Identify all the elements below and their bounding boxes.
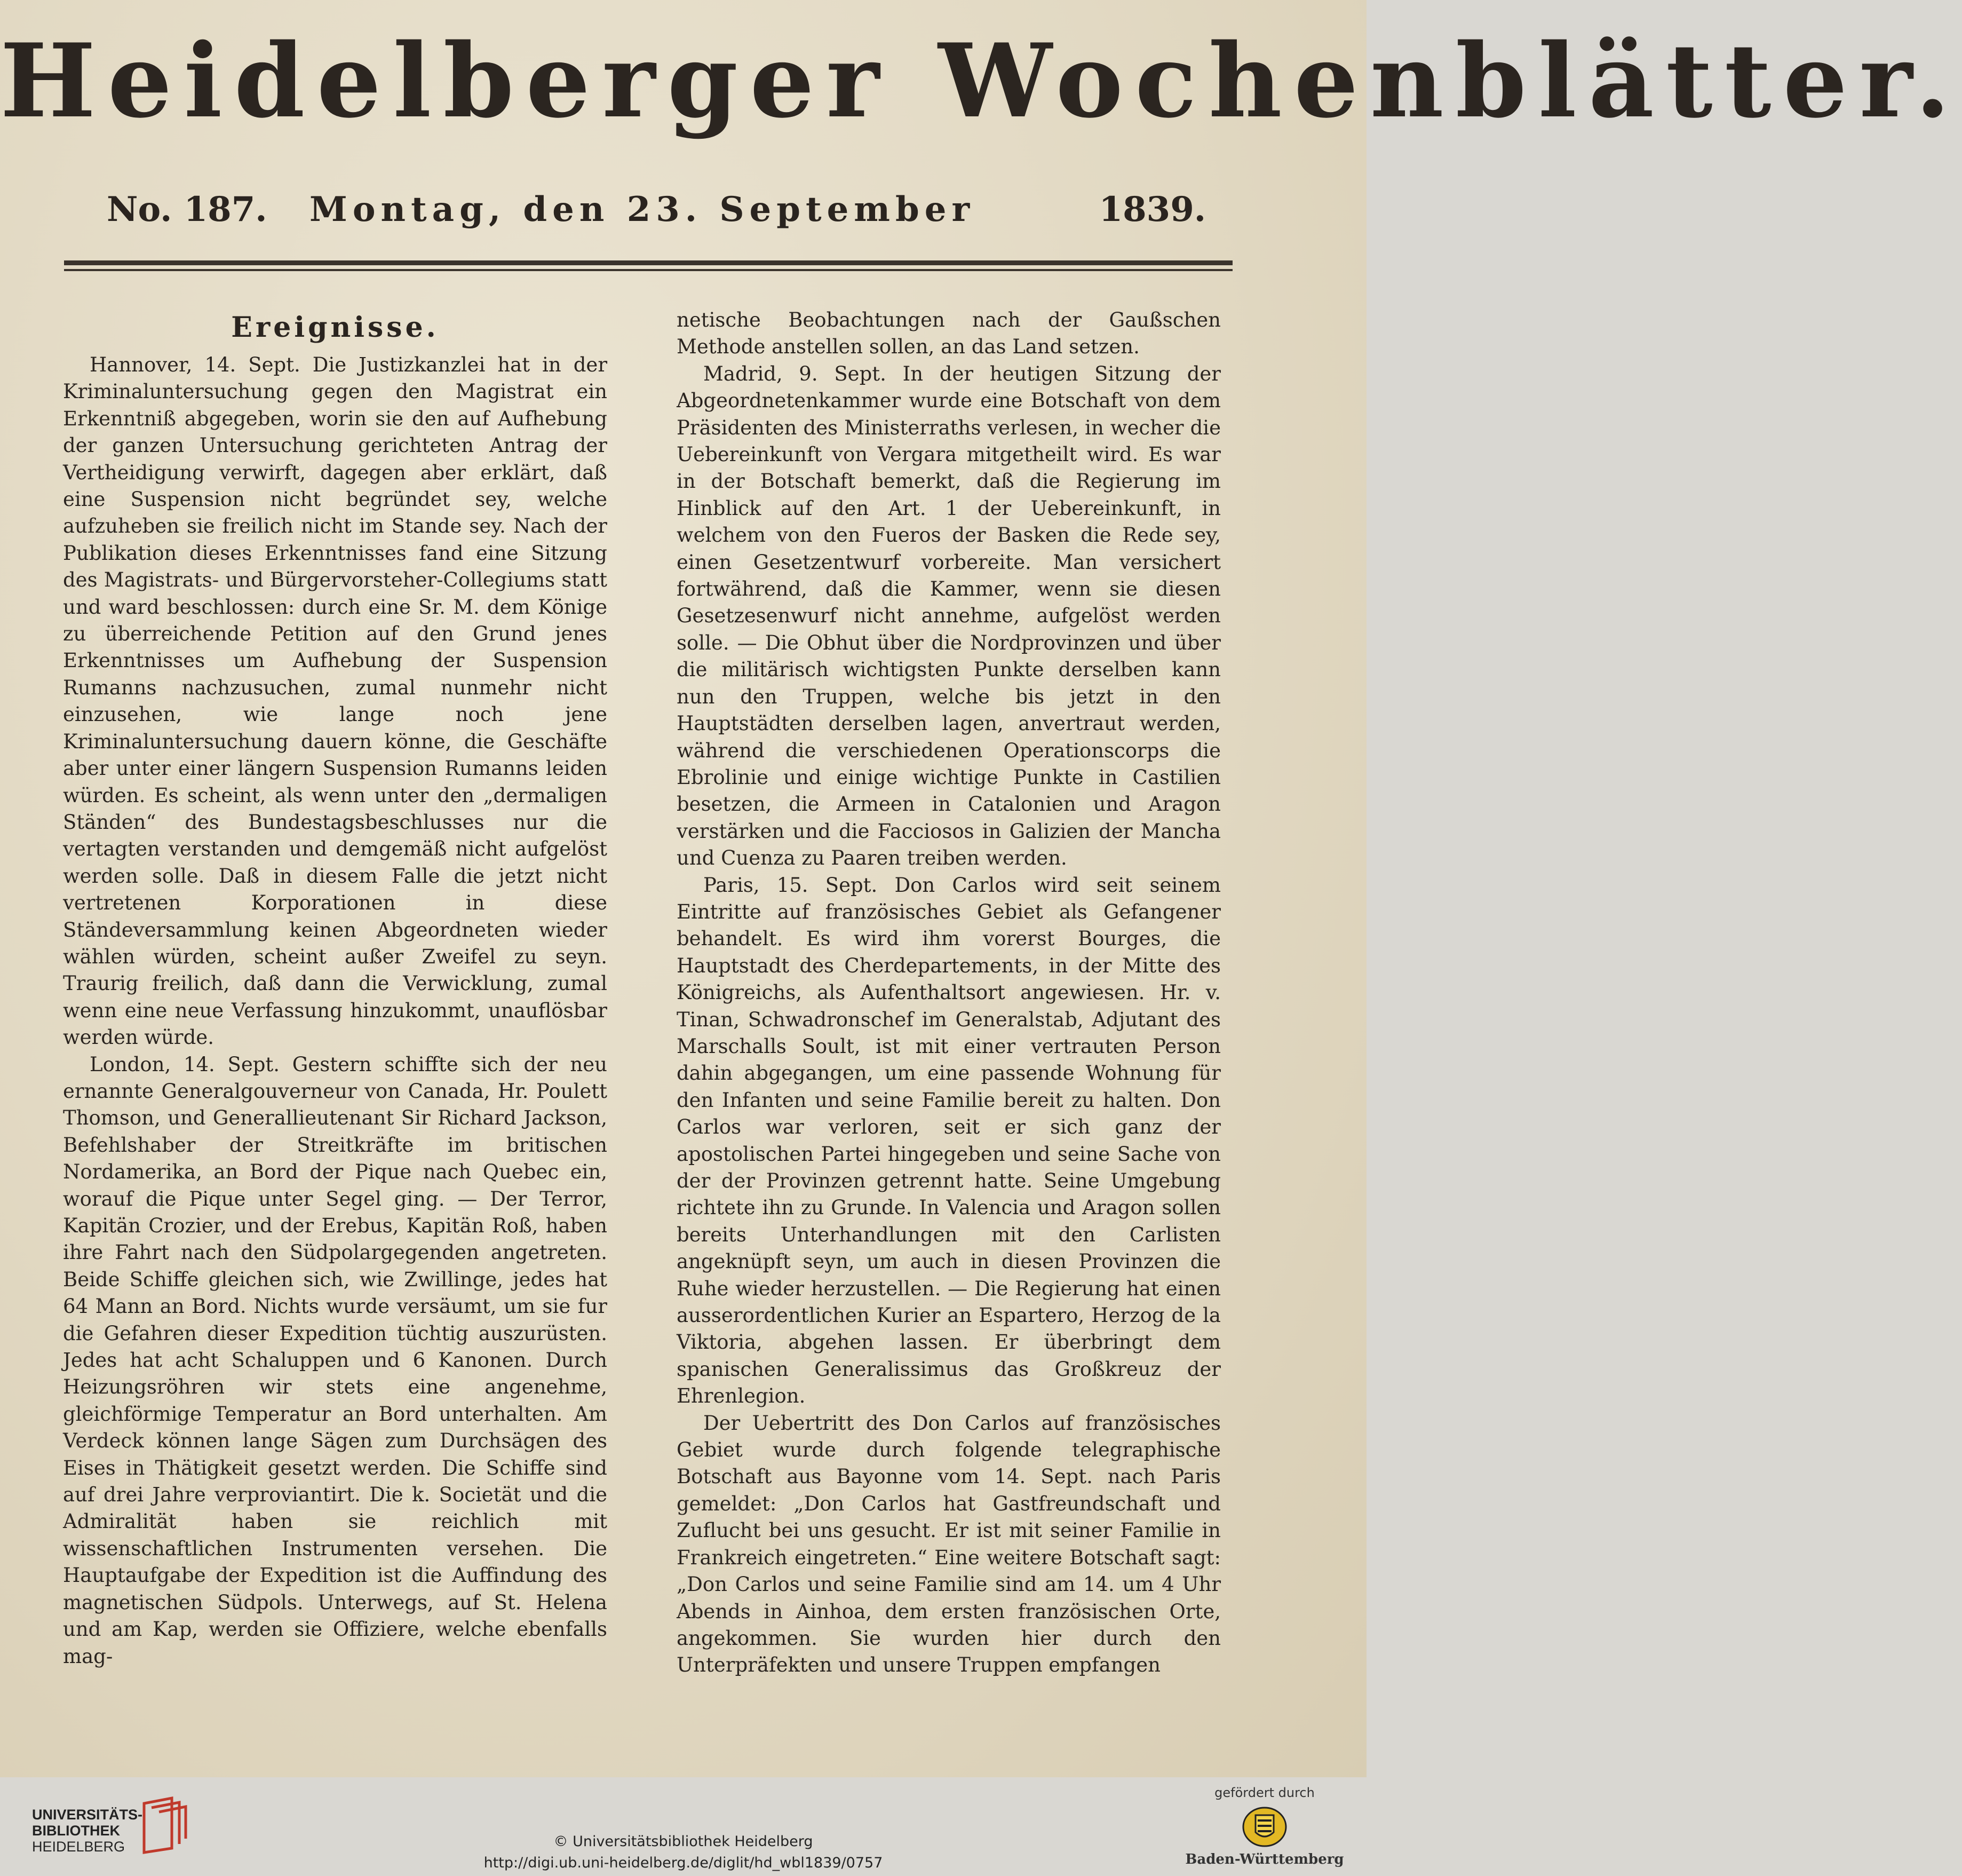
article-london-continued: netische Beobachtungen nach der Gaußschen Methode anstellen sollen, an das Land setzen.: [677, 308, 1221, 359]
header-rule-thick: [64, 260, 1233, 265]
library-name-line1: UNIVERSITÄTS-: [32, 1807, 143, 1823]
dateline: [101, 184, 1206, 243]
section-heading: Ereignisse.: [231, 311, 439, 344]
library-name-line3: HEIDELBERG: [32, 1839, 125, 1855]
article-madrid: Madrid, 9. Sept. In der heutigen Sitzung der Abgeordnetenkammer wurde eine Botschaft von dem Präsidenten des Ministerraths verlesen, in wecher die Uebereinkunft von Vergara mitgetheilt wird. Es war in der Botschaft bemerkt, daß die Regierung im Hinblick auf den Art. 1 der Uebereinkunft, in welchem von den Fueros der Basken die Rede sey, einen Gesetzentwurf vorbereite. Man versichert fortwährend, daß die Kammer, wenn sie diesen Gesetzesenwurf nicht annehme, aufgelöst werden solle. — Die Obhut über die Nordprovinzen und über die militärisch wichtigsten Punkte derselben kann nun den Truppen, welche bis jetzt in den Hauptstädten derselben lagen, anvertraut werden, während die verschiedenen Operationscorps die Ebrolinie und einige wichtige Punkte in Castilien besetzen, die Armeen in Catalonien und Aragon verstärken und die Facciosos in Galizien der Mancha und Cuenza zu Paaren treiben werden.: [677, 362, 1221, 870]
state-name: Baden-Württemberg: [1185, 1851, 1344, 1867]
library-name-line2: BIBLIOTHEK: [32, 1823, 120, 1839]
copyright-text: © Universitätsbibliothek Heidelberg: [553, 1833, 813, 1850]
issue-year: 1839.: [1099, 189, 1206, 229]
article-hannover: Hannover, 14. Sept. Die Justizkanzlei hat in der Kriminaluntersuchung gegen den Magistrat ein Erkenntniß abgegeben, worin sie den auf Aufhebung der ganzen Untersuchung gerichteten Antrag der Vertheidigung verwirft, dagegen aber erklärt, daß eine Suspension nicht begründet sey, welche aufzuheben sie freilich nicht im Stande sey. Nach der Publikation dieses Erkenntnisses fand eine Sitzung des Magistrats- und Bürgervorsteher-Collegiums statt und ward beschlossen: durch eine Sr. M. dem Könige zu überreichende Petition auf den Grund jenes Erkenntnisses um Aufhebung der Suspension Rumanns nachzusuchen, zumal nunmehr nicht einzusehen, wie lange noch jene Kriminaluntersuchung dauern könne, die Geschäfte aber unter einer längern Suspension Rumanns leiden würden. Es scheint, als wenn unter den „dermaligen Ständen“ des Bundestagsbeschlusses nur die vertagten verstanden und demgemäß nicht aufgelöst werden solle. Daß in diesem Falle die jetzt nicht vertretenen Korporationen in diese Ständeversammlung keinen Abgeordneten wieder wählen würden, scheint außer Zweifel zu seyn. Traurig freilich, daß dann die Verwicklung, zumal wenn eine neue Verfassung hinzukommt, unauflösbar werden würde.: [63, 353, 607, 1049]
left-column: [63, 307, 607, 1711]
article-london: London, 14. Sept. Gestern schiffte sich der neu ernannte Generalgouverneur von Canada, Hr. Poulett Thomson, und Generallieutenant Sir Richard Jackson, Befehlshaber der Streitkräfte im britischen Nordamerika, an Bord der Pique nach Quebec ein, worauf die Pique unter Segel ging. — Der Terror, Kapitän Crozier, und der Erebus, Kapitän Roß, haben ihre Fahrt nach den Südpolargegenden angetreten. Beide Schiffe gleichen sich, wie Zwillinge, jedes hat 64 Mann an Bord. Nichts wurde versäumt, um sie fur die Gefahren dieser Expedition tüchtig auszurüsten. Jedes hat acht Schaluppen und 6 Kanonen. Durch Heizungsröhren wir stets eine angenehme, gleichförmige Temperatur an Bord unterhalten. Am Verdeck können lange Sägen zum Durchsägen des Eises in Thätigkeit gesetzt werden. Die Schiffe sind auf drei Jahre verproviantirt. Die k. Societät und die Admiralität haben sie reichlich mit wissenschaftlichen Instrumenten versehen. Die Hauptaufgabe der Expedition ist die Auffindung des magnetischen Südpols. Unterwegs, auf St. Helena und am Kap, werden sie Offiziere, welche ebenfalls mag-: [63, 1052, 607, 1668]
funded-by-label: gefördert durch: [1214, 1785, 1315, 1800]
state-crest-icon: [1241, 1806, 1289, 1848]
article-paris: Paris, 15. Sept. Don Carlos wird seit seinem Eintritte auf französisches Gebiet als Gefangener behandelt. Es wird ihm vorerst Bourges, die Hauptstadt des Cherdepartements, in der Mitte des Königreichs, als Aufenthaltsort angewiesen. Hr. v. Tinan, Schwadronschef im Generalstab, Adjutant des Marschalls Soult, ist mit einer vertrauten Person dahin abgegangen, um eine passende Wohnung für den Infanten und seine Familie bereit zu halten. Don Carlos war verloren, seit er sich ganz der apostolischen Partei hingegeben und seine Sache von der der Provinzen getrennt hatte. Seine Umgebung richtete ihn zu Grunde. In Valencia und Aragon sollen bereits Unterhandlungen mit den Carlisten angeknüpft seyn, um auch in diesen Provinzen die Ruhe wieder herzustellen. — Die Regierung hat einen ausserordentlichen Kurier an Espartero, Herzog de la Viktoria, abgehen lassen. Er überbringt dem spanischen Generalissimus das Großkreuz der Ehrenlegion.: [677, 873, 1221, 1408]
masthead-title: Heidelberger Wochenblätter.: [0, 21, 1962, 140]
right-column: [677, 307, 1221, 1711]
funder-block: [1179, 1785, 1350, 1867]
issue-number: No. 187.: [107, 189, 267, 229]
header-rule-thin: [64, 269, 1233, 271]
issue-date: Montag, den 23. September: [309, 189, 975, 229]
article-don-carlos: Der Uebertritt des Don Carlos auf französisches Gebiet wurde durch folgende telegraphische Botschaft aus Bayonne vom 14. Sept. nach Paris gemeldet: „Don Carlos hat Gastfreundschaft und Zuflucht bei uns gesucht. Er ist mit seiner Familie in Frankreich eingetreten.“ Eine weitere Botschaft sagt: „Don Carlos und seine Familie sind am 14. um 4 Uhr Abends in Ainhoa, dem ersten französischen Orte, angekommen. Sie wurden hier durch den Unterpräfekten und unsere Truppen empfangen: [677, 1411, 1221, 1677]
permalink-url[interactable]: http://digi.ub.uni-heidelberg.de/diglit/hd_wbl1839/0757: [483, 1855, 883, 1871]
